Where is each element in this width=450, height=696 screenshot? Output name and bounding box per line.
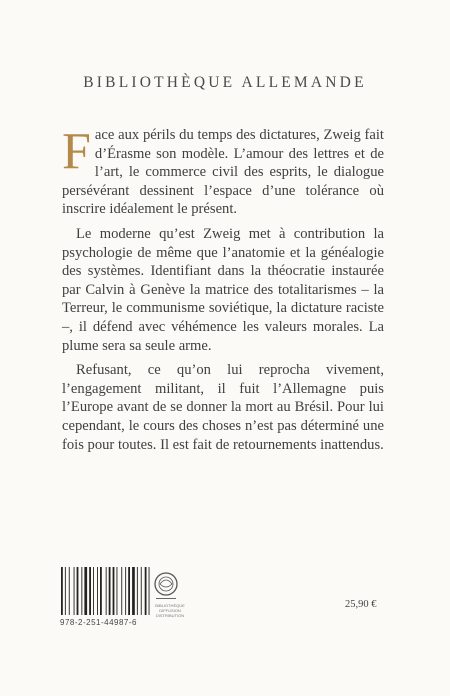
drop-cap: F	[62, 123, 91, 180]
isbn-number: 978-2-251-44987-6	[60, 618, 137, 627]
price: 25,90 €	[345, 599, 377, 610]
paragraph-2: Le moderne qu’est Zweig met à contribution la psychologie de même que l’anatomie et la généalogie des systèmes. Identifiant dans la théocratie instaurée par Calvin à Genève la matrice des totalitarismes – la Terreur, le communisme soviétique, la dictature raciste –, il défend avec véhémence les valeurs morales. La plume sera sa seule arme.	[62, 225, 384, 354]
publisher-logo-text: BIBLIOTHÈQUE DIFFUSION DISTRIBUTION	[155, 603, 185, 618]
paragraph-3: Refusant, ce qu’on lui reprocha vivement, l’engagement militant, il fuit l’Allemagne puis l’Europe avant de se donner la mort au Brésil. Pour lui cependant, le cours des choses n’est pas déterminé une fois pour toutes. Il est fait de retournements inattendus.	[62, 362, 384, 453]
back-cover-text	[62, 123, 384, 460]
barcode	[60, 567, 152, 615]
series-title: BIBLIOTHÈQUE ALLEMANDE	[83, 74, 367, 91]
paragraph-1-text: ace aux périls du temps des dictatures, Zweig fait d’Érasme son modèle. L’amour des lettres et de l’art, le commerce civil des esprits, le dialogue persévérant dessinent l’espace d’une tolérance où inscrire idéalement le présent.	[62, 127, 384, 218]
paragraph-1	[62, 123, 384, 219]
